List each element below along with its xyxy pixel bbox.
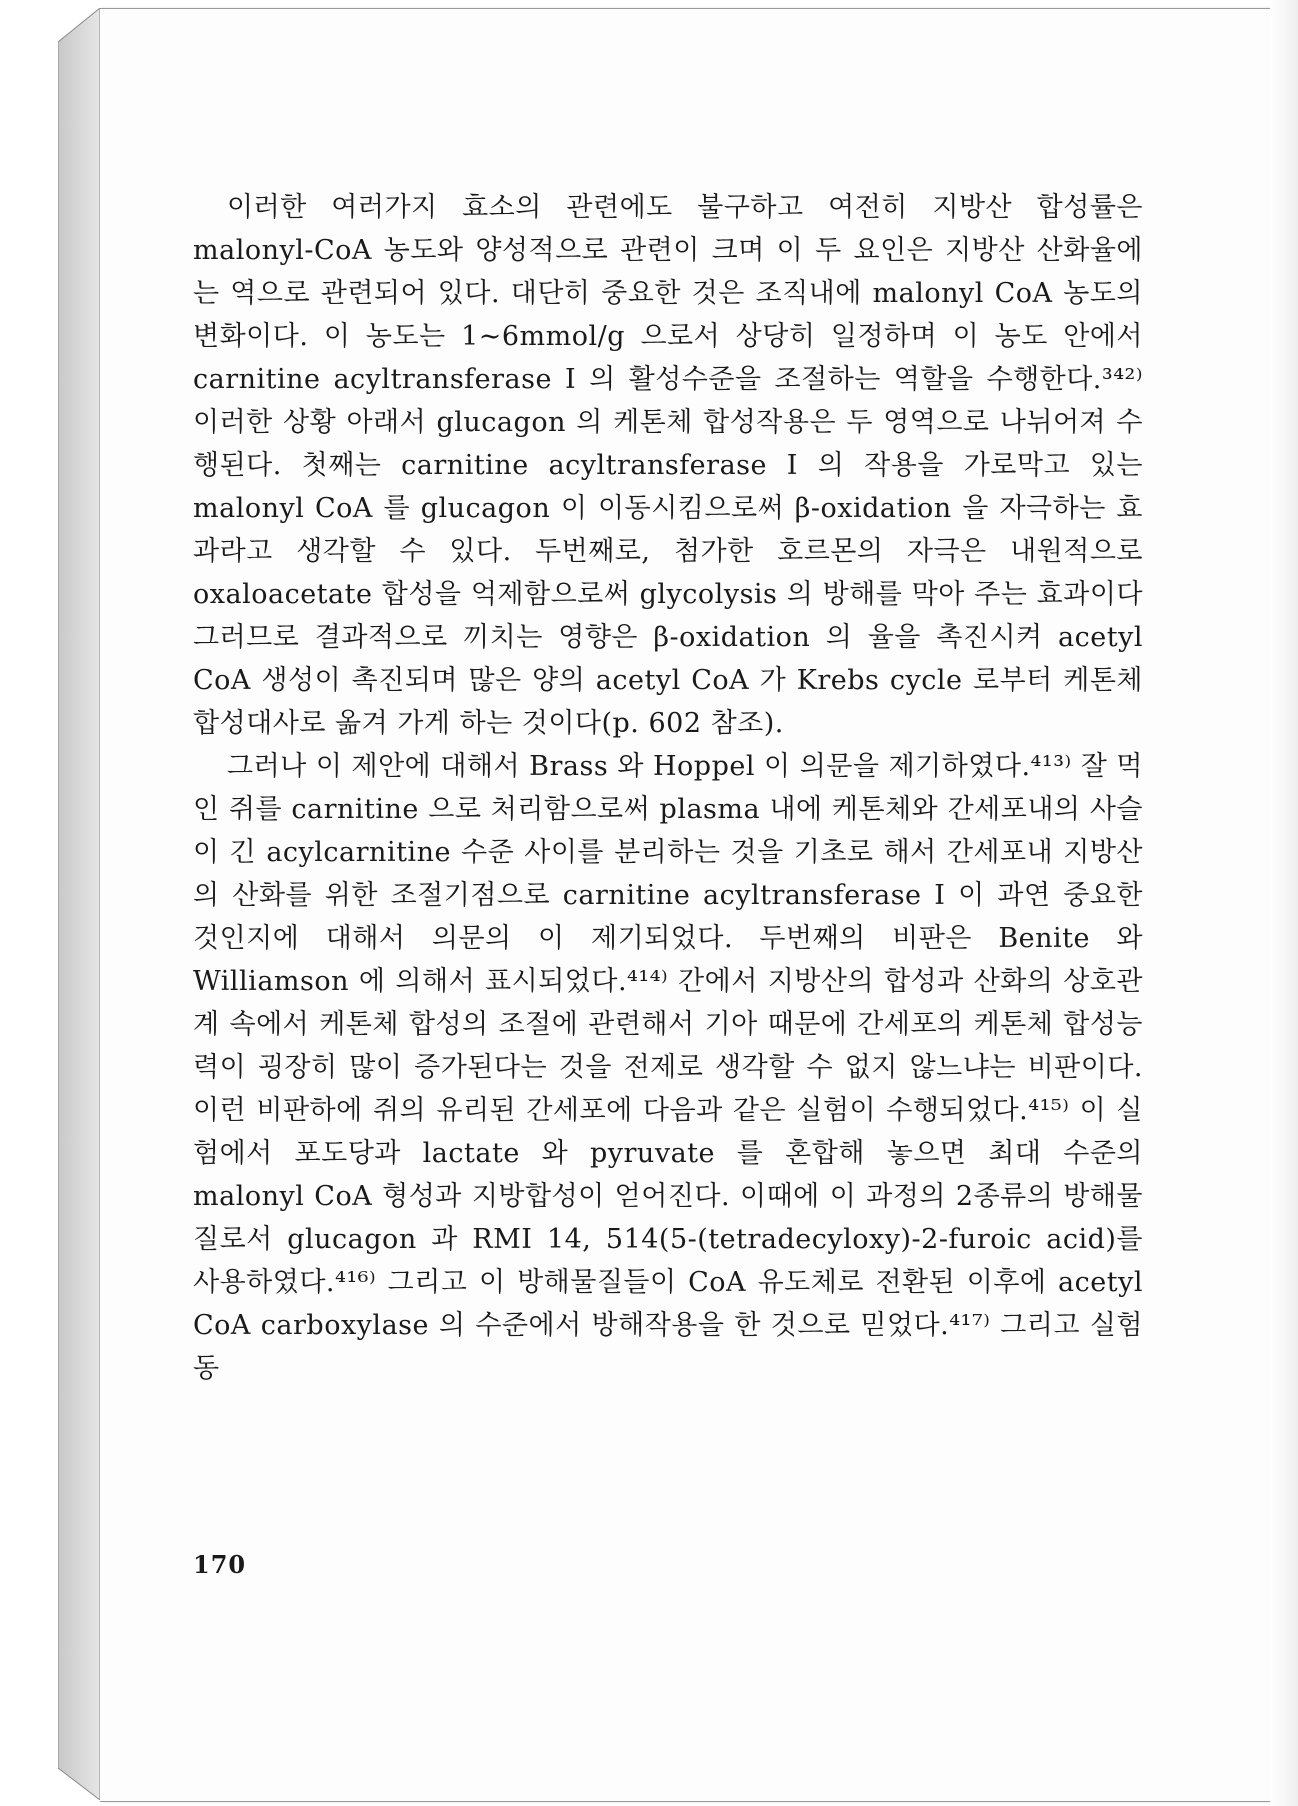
paragraph: 그러나 이 제안에 대해서 Brass 와 Hoppel 이 의문을 제기하였다.⁴¹³⁾ 잘 먹인 쥐를 carnitine 으로 처리함으로써 plasma 내에 케톤체와 간세포내의 사슬이 긴 acylcarnitine 수준 사이를 분리하는 것을 기초로 해서 간세포내 지방산의 산화를 위한 조절기점으로 carnitine acyltransferase I 이 과연 중요한 것인지에 대해서 의문의 이 제기되었다. 두번째의 비판은 Benite 와 Williamson 에 의해서 표시되었다.⁴¹⁴⁾ 간에서 지방산의 합성과 산화의 상호관계 속에서 케톤체 합성의 조절에 관련해서 기아 때문에 간세포의 케톤체 합성능력이 굉장히 많이 증가된다는 것을 전제로 생각할 수 없지 않느냐는 비판이다. 이런 비판하에 쥐의 유리된 간세포에 다음과 같은 실험이 수행되었다.⁴¹⁵⁾ 이 실험에서 포도당과 lactate 와 pyruvate 를 혼합해 놓으면 최대 수준의 malonyl CoA 형성과 지방합성이 얻어진다. 이때에 이 과정의 2종류의 방해물질로서 glucagon 과 RMI 14, 514(5-(tetradecyloxy)-2-furoic acid)를 사용하였다.⁴¹⁶⁾ 그리고 이 방해물질들이 CoA 유도체로 전환된 이후에 acetyl CoA carboxylase 의 수준에서 방해작용을 한 것으로 믿었다.⁴¹⁷⁾ 그리고 실험동: [193, 751, 1143, 1384]
book-spine: [58, 8, 100, 1800]
page-edge: [1270, 0, 1298, 1806]
page-body: [193, 186, 1143, 1390]
page-number: 170: [193, 1550, 247, 1579]
paragraph: 이러한 여러가지 효소의 관련에도 불구하고 여전히 지방산 합성률은 malonyl-CoA 농도와 양성적으로 관련이 크며 이 두 요인은 지방산 산화율에는 역으로 관련되어 있다. 대단히 중요한 것은 조직내에 malonyl CoA 농도의 변화이다. 이 농도는 1∼6mmol/g 으로서 상당히 일정하며 이 농도 안에서 carnitine acyltransferase I 의 활성수준을 조절하는 역할을 수행한다.³⁴²⁾ 이러한 상황 아래서 glucagon 의 케톤체 합성작용은 두 영역으로 나뉘어져 수행된다. 첫째는 carnitine acyltransferase I 의 작용을 가로막고 있는 malonyl CoA 를 glucagon 이 이동시킴으로써 β-oxidation 을 자극하는 효과라고 생각할 수 있다. 두번째로, 첨가한 호르몬의 자극은 내원적으로 oxaloacetate 합성을 억제함으로써 glycolysis 의 방해를 막아 주는 효과이다 그러므로 결과적으로 끼치는 영향은 β-oxidation 의 율을 촉진시켜 acetyl CoA 생성이 촉진되며 많은 양의 acetyl CoA 가 Krebs cycle 로부터 케톤체 합성대사로 옮겨 가게 하는 것이다(p. 602 참조).: [193, 192, 1143, 739]
